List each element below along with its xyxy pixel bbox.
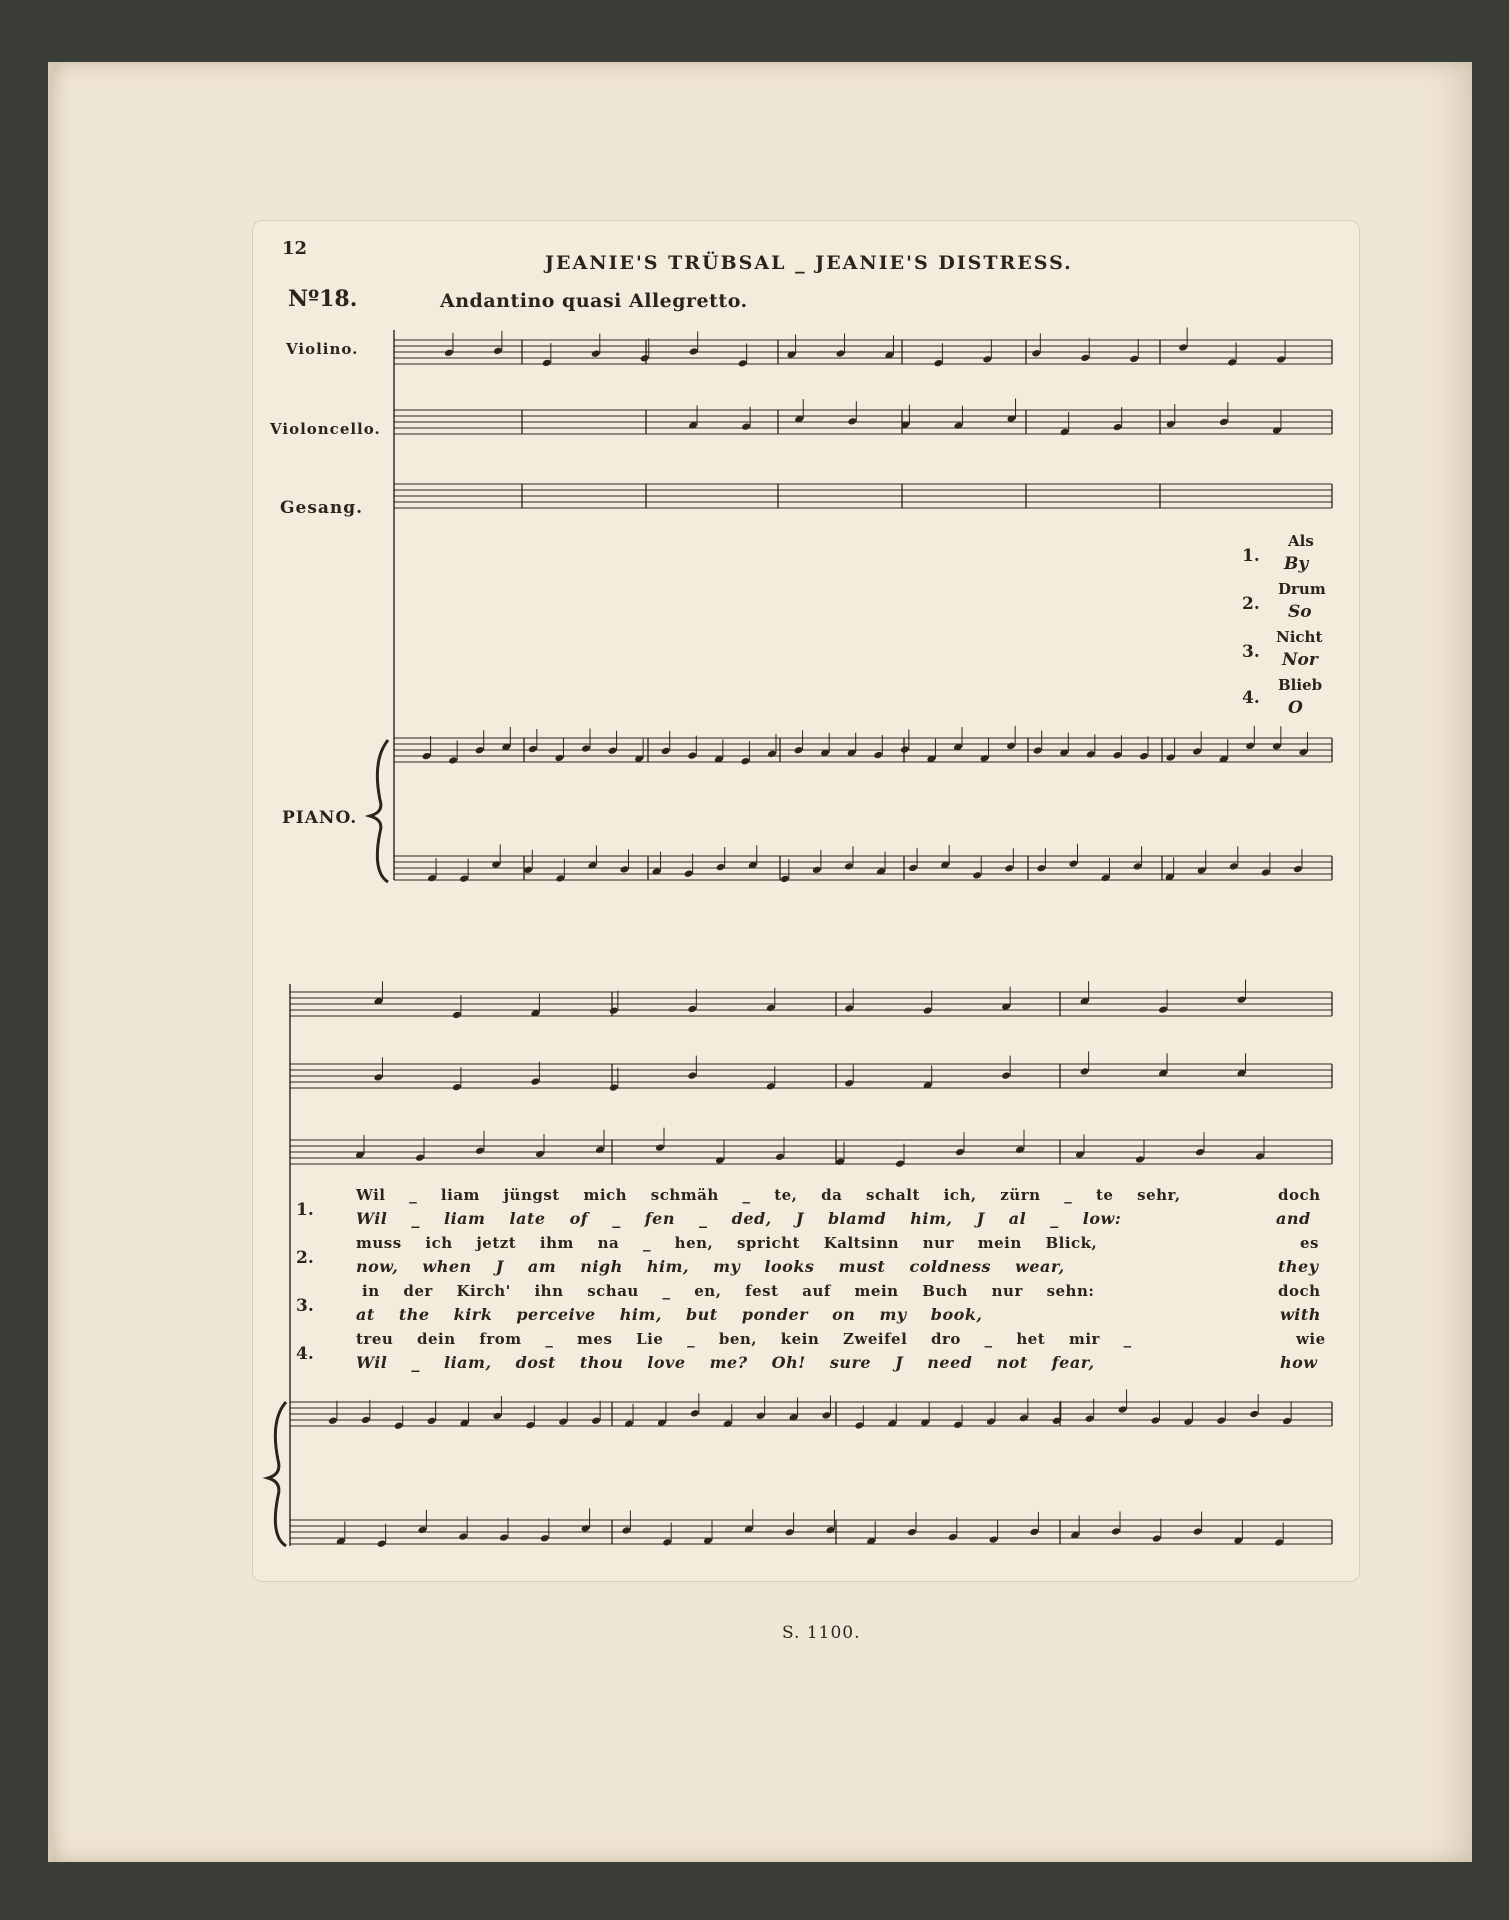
piece-title: JEANIE'S TRÜBSAL _ JEANIE'S DISTRESS. (545, 252, 1073, 274)
note-head (980, 754, 990, 763)
piano-brace (268, 1402, 286, 1546)
cue-number: 4. (1242, 688, 1260, 708)
note-head (1080, 354, 1090, 363)
note-head (972, 871, 982, 880)
lyric-line-english: at the kirk perceive him, but ponder on my book, (356, 1305, 983, 1324)
cue-german: Drum (1278, 580, 1326, 598)
note-head (741, 422, 751, 431)
note-head (1178, 343, 1188, 352)
verse-number: 3. (296, 1296, 314, 1316)
note-head (422, 752, 432, 761)
note-head (687, 1071, 697, 1080)
note-head (825, 1526, 835, 1535)
cue-number: 1. (1242, 546, 1260, 566)
note-head (1135, 1155, 1145, 1164)
note-head (1255, 1152, 1265, 1161)
note-head (458, 1532, 468, 1541)
note-head (907, 1528, 917, 1537)
note-head (328, 1416, 338, 1425)
plate-number: S. 1100. (782, 1623, 861, 1643)
tempo-marking: Andantino quasi Allegretto. (440, 290, 748, 312)
note-head (448, 756, 458, 765)
note-head (621, 1526, 631, 1535)
note-head (844, 1079, 854, 1088)
note-head (581, 1524, 591, 1533)
note-head (723, 1420, 733, 1429)
note-head (687, 751, 697, 760)
note-head (715, 1156, 725, 1165)
lyric-line-end: doch (1278, 1186, 1321, 1204)
note-head (1249, 1410, 1259, 1419)
note-head (756, 1412, 766, 1421)
note-head (1193, 1527, 1203, 1536)
note-head (1118, 1405, 1128, 1414)
note-head (689, 347, 699, 356)
note-head (1197, 866, 1207, 875)
note-head (591, 1416, 601, 1425)
note-head (499, 1533, 509, 1542)
note-head (1006, 742, 1016, 751)
note-head (492, 1412, 502, 1421)
note-head (1195, 1148, 1205, 1157)
note-head (609, 1083, 619, 1092)
note-head (821, 1411, 831, 1420)
note-head (690, 1409, 700, 1418)
note-head (394, 1421, 404, 1430)
lyric-line-german: treu dein from _ mes Lie _ ben, kein Zweifel dro _ het mir _ (356, 1330, 1132, 1348)
note-head (908, 864, 918, 873)
note-head (900, 745, 910, 754)
note-head (558, 1417, 568, 1426)
lyric-line-german: Wil _ liam jüngst mich schmäh _ te, da schalt ich, zürn _ te sehr, (356, 1186, 1181, 1204)
note-head (780, 875, 790, 884)
note-head (1227, 358, 1237, 367)
note-head (459, 874, 469, 883)
note-head (1101, 874, 1111, 883)
note-head (1274, 1538, 1284, 1547)
note-head (1004, 864, 1014, 873)
lyric-line-end: es (1300, 1234, 1319, 1252)
note-head (1282, 1417, 1292, 1426)
note-head (1060, 428, 1070, 437)
note-head (530, 1077, 540, 1086)
note-head (1029, 1528, 1039, 1537)
label-piano: PIANO. (282, 808, 358, 828)
note-head (1031, 349, 1041, 358)
note-head (1033, 746, 1043, 755)
note-head (767, 750, 777, 759)
note-head (624, 1420, 634, 1429)
note-head (1166, 420, 1176, 429)
label-violoncello: Violoncello. (270, 420, 381, 438)
note-head (542, 359, 552, 368)
note-head (491, 860, 501, 869)
note-head (595, 1146, 605, 1155)
note-head (591, 349, 601, 358)
note-head (1129, 355, 1139, 364)
note-head (609, 1006, 619, 1015)
note-head (452, 1011, 462, 1020)
note-head (812, 866, 822, 875)
label-violino: Violino. (286, 340, 359, 358)
note-head (740, 757, 750, 766)
note-head (1068, 859, 1078, 868)
note-head (620, 865, 630, 874)
note-head (844, 1004, 854, 1013)
note-head (854, 1421, 864, 1430)
note-head (417, 1526, 427, 1535)
note-head (1276, 355, 1286, 364)
note-head (1272, 426, 1282, 435)
note-head (640, 354, 650, 363)
note-head (1219, 418, 1229, 427)
page-number: 12 (282, 238, 308, 259)
note-head (662, 1538, 672, 1547)
note-head (377, 1539, 387, 1548)
cue-german: Als (1288, 532, 1314, 550)
note-head (766, 1082, 776, 1091)
note-head (1075, 1150, 1085, 1159)
note-head (1216, 1416, 1226, 1425)
cue-number: 3. (1242, 642, 1260, 662)
note-head (986, 1417, 996, 1426)
note-head (1036, 864, 1046, 873)
note-head (1245, 742, 1255, 751)
lyric-line-english: Wil _ liam late of _ fen _ ded, J blamd him, J al _ low: (356, 1209, 1122, 1228)
note-head (955, 1148, 965, 1157)
lyric-line-end: and (1276, 1209, 1311, 1228)
note-head (1086, 750, 1096, 759)
note-head (475, 746, 485, 755)
note-head (687, 1005, 697, 1014)
note-head (535, 1150, 545, 1159)
verse-number: 4. (296, 1344, 314, 1364)
note-head (1229, 862, 1239, 871)
piano-brace (370, 740, 388, 882)
note-head (373, 1073, 383, 1082)
cue-english: Nor (1282, 650, 1318, 670)
cue-german: Blieb (1278, 676, 1323, 694)
note-head (1113, 423, 1123, 432)
note-head (953, 1420, 963, 1429)
note-head (775, 1153, 785, 1162)
note-head (933, 359, 943, 368)
lyric-line-german: muss ich jetzt ihm na _ hen, spricht Kaltsinn nur mein Blick, (356, 1234, 1098, 1252)
lyric-line-end: with (1280, 1305, 1321, 1324)
note-head (1272, 742, 1282, 751)
note-head (554, 754, 564, 763)
note-head (523, 866, 533, 875)
verse-number: 2. (296, 1248, 314, 1268)
note-head (1080, 1067, 1090, 1076)
lyric-line-end: wie (1296, 1330, 1326, 1348)
note-head (581, 744, 591, 753)
note-head (1192, 747, 1202, 756)
note-head (444, 349, 454, 358)
cue-number: 2. (1242, 594, 1260, 614)
note-head (415, 1153, 425, 1162)
note-head (1133, 862, 1143, 871)
note-head (1085, 1414, 1095, 1423)
note-head (738, 359, 748, 368)
note-head (1158, 1005, 1168, 1014)
note-head (361, 1416, 371, 1425)
note-head (923, 1006, 933, 1015)
note-head (661, 747, 671, 756)
note-head (427, 874, 437, 883)
note-head (766, 1004, 776, 1013)
note-head (1293, 865, 1303, 874)
note-head (1166, 753, 1176, 762)
cue-german: Nicht (1276, 628, 1323, 646)
note-head (1261, 868, 1271, 877)
note-head (1298, 748, 1308, 757)
cue-english: So (1288, 602, 1312, 622)
note-head (785, 1528, 795, 1537)
note-head (989, 1535, 999, 1544)
cue-english: O (1288, 698, 1303, 718)
verse-number: 1. (296, 1200, 314, 1220)
lyric-line-end: they (1278, 1257, 1319, 1276)
lyric-line-english: Wil _ liam, dost thou love me? Oh! sure J need not fear, (356, 1353, 1095, 1372)
note-head (982, 355, 992, 364)
lyric-line-english: now, when J am nigh him, my looks must coldness wear, (356, 1257, 1065, 1276)
note-head (1111, 1527, 1121, 1536)
note-head (555, 874, 565, 883)
lyric-line-end: doch (1278, 1282, 1321, 1300)
note-head (1015, 1145, 1025, 1154)
note-head (716, 863, 726, 872)
note-head (920, 1418, 930, 1427)
lyric-line-german: in der Kirch' ihn schau _ en, fest auf mein Buch nur sehn: (362, 1282, 1095, 1300)
note-head (1152, 1534, 1162, 1543)
note-head (948, 1533, 958, 1542)
note-head (528, 745, 538, 754)
note-head (1139, 752, 1149, 761)
cue-english: By (1284, 554, 1309, 574)
piece-number: Nº18. (288, 286, 358, 312)
note-head (652, 867, 662, 876)
note-head (1151, 1416, 1161, 1425)
note-head (608, 746, 618, 755)
note-head (844, 862, 854, 871)
note-head (452, 1083, 462, 1092)
note-head (953, 421, 963, 430)
note-head (475, 1146, 485, 1155)
note-head (525, 1421, 535, 1430)
note-head (794, 746, 804, 755)
lyric-line-end: how (1280, 1353, 1318, 1372)
note-head (493, 347, 503, 356)
note-head (1237, 995, 1247, 1004)
note-head (847, 417, 857, 426)
note-head (895, 1159, 905, 1168)
note-head (684, 869, 694, 878)
note-head (1001, 1071, 1011, 1080)
note-head (540, 1534, 550, 1543)
note-head (1183, 1418, 1193, 1427)
note-head (1019, 1414, 1029, 1423)
label-gesang: Gesang. (280, 498, 364, 518)
note-head (836, 349, 846, 358)
note-head (1112, 751, 1122, 760)
note-head (655, 1143, 665, 1152)
note-head (873, 751, 883, 760)
note-head (427, 1417, 437, 1426)
